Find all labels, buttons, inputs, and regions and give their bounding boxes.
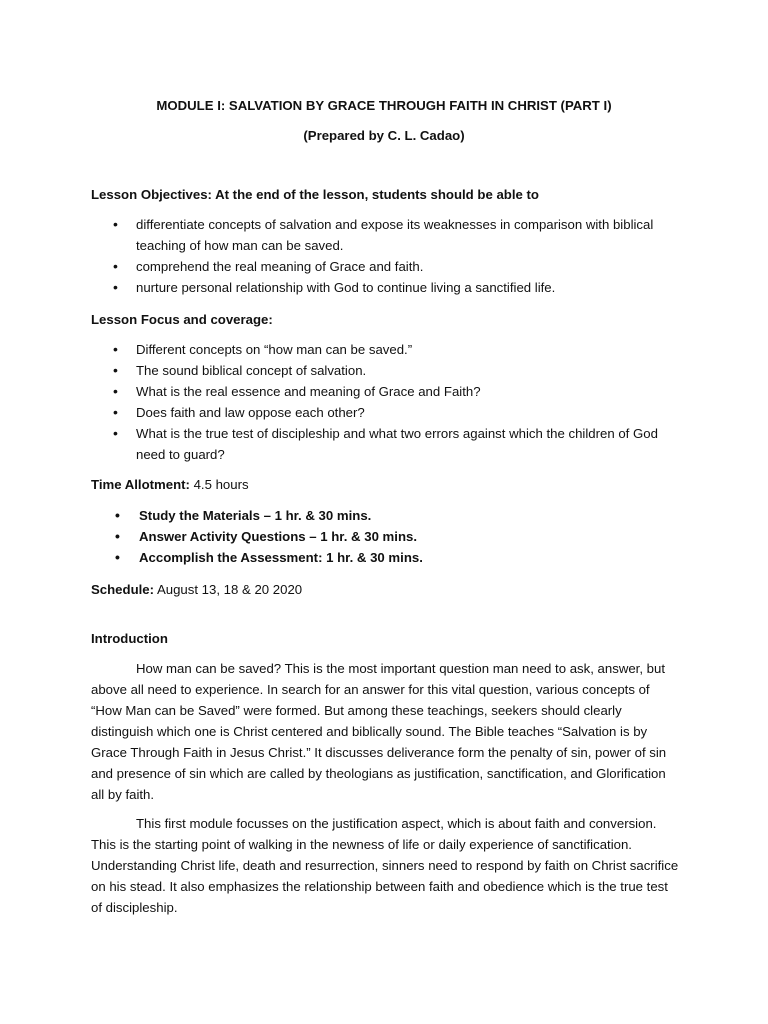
list-item: • differentiate concepts of salvation and expose its weaknesses in comparison with biblical teaching of how man can be saved. <box>91 214 681 256</box>
list-item: • comprehend the real meaning of Grace and faith. <box>91 256 681 277</box>
author-line: (Prepared by C. L. Cadao) <box>303 128 465 143</box>
introduction-paragraph: This first module focusses on the justification aspect, which is about faith and conversion. This is the starting point of walking in the newness of life or daily experience of sanctification. Understanding Christ life, death and resurrection, sinners need to respond by faith on Christ sacrifice on his stead. It also emphasizes the relationship between faith and obedience which is the true test of discipleship. <box>91 816 679 915</box>
focus-list <box>91 339 681 465</box>
time-allotment-value: 4.5 hours <box>189 477 249 492</box>
list-item: • What is the true test of discipleship and what two errors against which the children of God need to guard? <box>91 423 681 465</box>
schedule-value: August 13, 18 & 20 2020 <box>154 582 303 597</box>
time-list <box>91 505 681 568</box>
list-item: • Answer Activity Questions – 1 hr. & 30 mins. <box>91 526 681 547</box>
module-title: MODULE I: SALVATION BY GRACE THROUGH FAITH IN CHRIST (PART I) <box>156 98 612 113</box>
schedule-label: Schedule: <box>91 582 155 597</box>
list-item: • The sound biblical concept of salvation. <box>91 360 681 381</box>
introduction-heading: Introduction <box>91 631 168 646</box>
list-item: • Different concepts on “how man can be saved.” <box>91 339 681 360</box>
objectives-list <box>91 214 681 298</box>
list-item: • What is the real essence and meaning of Grace and Faith? <box>91 381 681 402</box>
list-item: • Study the Materials – 1 hr. & 30 mins. <box>91 505 681 526</box>
introduction-paragraph: How man can be saved? This is the most important question man need to ask, answer, but above all need to experience. In search for an answer for this vital question, various concepts of “How Man can be Saved” were formed. But among these teachings, seekers should clearly distinguish which one is Christ centered and biblically sound. The Bible teaches “Salvation is by Grace Through Faith in Jesus Christ.” It discusses deliverance form the penalty of sin, power of sin and presence of sin which are called by theologians as justification, sanctification, and Glorification all by faith. <box>91 661 667 802</box>
focus-heading: Lesson Focus and coverage: <box>91 312 273 327</box>
schedule <box>91 579 681 600</box>
time-allotment-label: Time Allotment: <box>91 477 190 492</box>
objectives-heading: Lesson Objectives: At the end of the lesson, students should be able to <box>91 187 539 202</box>
list-item: • Does faith and law oppose each other? <box>91 402 681 423</box>
list-item: • Accomplish the Assessment: 1 hr. & 30 mins. <box>91 547 681 568</box>
time-allotment <box>91 474 681 495</box>
list-item: • nurture personal relationship with God to continue living a sanctified life. <box>91 277 681 298</box>
